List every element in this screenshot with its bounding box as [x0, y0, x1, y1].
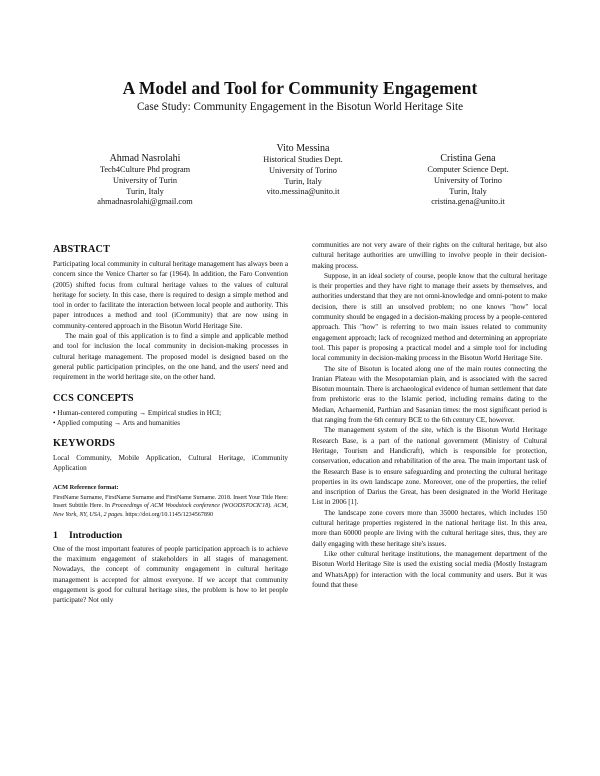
- keywords-text: Local Community, Mobile Application, Cultural Heritage, iCommunity Application: [53, 454, 288, 473]
- right-column: [312, 240, 547, 590]
- author-affiliation: University of Turin: [112, 175, 178, 185]
- author-affiliation: University of Torino: [269, 165, 337, 175]
- author-affiliation: Computer Science Dept.: [427, 165, 509, 174]
- author-affiliation: Historical Studies Dept.: [263, 155, 343, 164]
- author-email: vito.messina@unito.it: [266, 187, 340, 197]
- body-paragraph: Suppose, in an ideal society of course, people know that the cultural heritage is their properties and they have right to manage their assets by themselves, and authorities understand that they are not omni-knowledge and omni-potent to make decision, there is still an unsolved problem; no one knows "how" local community should be engaged in a decision-making process by a people-centered approach. This "how" is referring to two main issues related to community engagement approach; lack of recognized method and determining an appropriate tool. This paper is proposing a practical model and a simple tool for including local community in decision-making process in the Bisotun World Heritage Site.: [312, 271, 547, 363]
- acm-reference-text: FirstName Surname, FirstName Surname and FirstName Surname. 2018. Insert Your Title Here: Insert Subtitle Here. In Proceedings of ACM Woodstock conference (WOODSTOCK'18). ACM, New York, NY, USA, 2 pages. https://doi.org/10.1145/1234567890: [53, 494, 288, 519]
- author-email: cristina.gena@unito.it: [431, 197, 505, 207]
- author-location: Turin, Italy: [284, 176, 322, 186]
- section-number: 1: [53, 529, 58, 541]
- abstract-paragraph: The main goal of this application is to find a simple and applicable method and tool for inclusion the local community in decision-making processes in cultural heritage management. The proposed model is designed based on the general public participation principles, on the one hand, and the users' need and requirement in the world heritage site, on the other hand.: [53, 332, 288, 382]
- author-block: [233, 142, 373, 198]
- body-paragraph: Like other cultural heritage institutions, the management department of the Bisotun World Heritage Site is used the existing social media (Mostly Instagram and WhatsApp) for interaction with the local community and users. But it was found that these: [312, 549, 547, 589]
- author-affiliation: Tech4Culture Phd program: [99, 165, 191, 174]
- author-location: Turin, Italy: [126, 186, 164, 196]
- author-affiliation: University of Torino: [434, 175, 502, 185]
- introduction-heading: [53, 529, 288, 542]
- ccs-item: • Applied computing → Arts and humanities: [53, 418, 181, 427]
- paper-subtitle: Case Study: Community Engagement in the Bisotun World Heritage Site: [136, 101, 464, 113]
- ccs-item: • Human-centered computing → Empirical studies in HCI;: [53, 408, 222, 417]
- abstract-heading: ABSTRACT: [53, 244, 111, 255]
- author-block: [398, 152, 538, 208]
- author-name: Cristina Gena: [440, 153, 496, 164]
- paper-title: A Model and Tool for Community Engagement: [122, 78, 478, 98]
- introduction-paragraph: One of the most important features of people participation approach is to achieve the maximum engagement of stakeholders in all stages of management. Nowadays, the concept of community engagement in cultural heritage management is accepted for almost everyone. If we accept that community engagement is good for cultural heritage sites, the problem is how to let people participate? Not only: [53, 544, 288, 605]
- section-title: Introduction: [69, 529, 123, 541]
- keywords-heading: KEYWORDS: [53, 438, 116, 450]
- body-paragraph: The site of Bisotun is located along one of the main routes connecting the Iranian Plateau with the Mesopotamian plain, and is associated with the sacred Bisotun mountain. There is archaeological evidence of human settlement that date from prehistoric eras to the Islamic period, including remains dating to the Median, Achaemenid, Parthian and Sasanian times: the most significant period is that ranging from the 6th century BCE to the 6th century CE, however.: [312, 364, 547, 425]
- body-paragraph: communities are not very aware of their rights on the cultural heritage, but also cultural heritage authorities are unwilling to involve people in their decision-making process.: [312, 241, 547, 270]
- acm-reference-heading: ACM Reference format:: [53, 483, 119, 491]
- abstract-paragraph: Participating local community in cultural heritage management has always been a concern since the Venice Charter so far (1964). In addition, the Faro Convention (2005) shifted focus from cultural heritage values to the values of cultural heritage for society. In this case, there is required to design a simple method and tool in order to facilitate the interaction between local people and authority. This paper introduces a method and tool (iCommunity) that are now using in community-centered approach in the Bisotun World Heritage Site.: [53, 260, 288, 330]
- author-block: [60, 152, 230, 208]
- author-name: Vito Messina: [276, 143, 330, 154]
- body-paragraph: The landscape zone covers more than 35000 hectares, which includes 150 cultural heritage properties registered in the national heritage list. In this area, more than 60000 people are living with the cultural heritage sites, thus, they are daily engaging with these heritage site's issues.: [312, 508, 547, 548]
- ccs-heading: CCS CONCEPTS: [53, 392, 134, 404]
- author-location: Turin, Italy: [449, 186, 487, 196]
- left-column: [53, 243, 288, 606]
- author-email: ahmadnasrolahi@gmail.com: [97, 197, 193, 207]
- body-paragraph: The management system of the site, which is the Bisotun World Heritage Research Base, is a part of the national government (Ministry of Cultural Heritage, Tourism and Handicraft), which is responsible for protection, conservation, education and rehabilitation of the area. The main important task of the Research Base is to ensure safeguarding and protecting the cultural heritage properties in its own landscape zone. Moreover, one of the properties, the relief and inscription of Darius the Great, has been designated in the World Heritage List in 2006 [1].: [312, 426, 547, 507]
- author-name: Ahmad Nasrolahi: [109, 153, 181, 164]
